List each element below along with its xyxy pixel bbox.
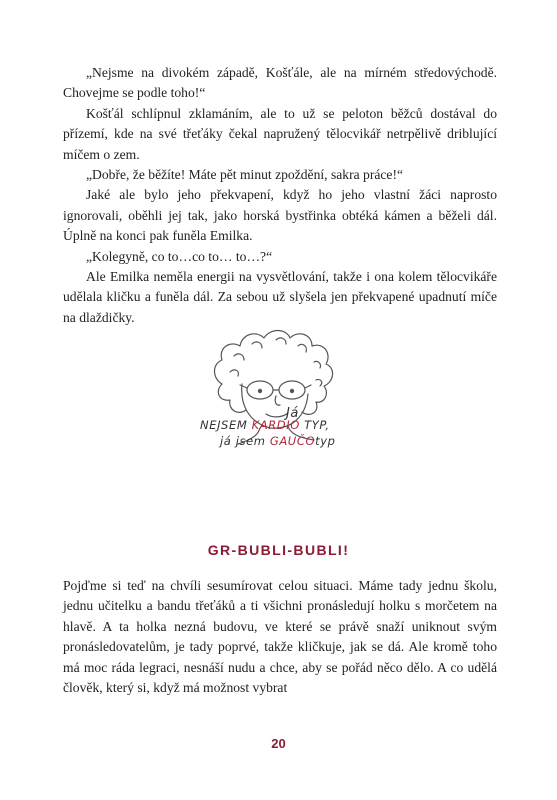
bottom-text-block (63, 576, 497, 698)
handwriting-line-2 (220, 434, 336, 448)
paragraph: „Nejsme na divokém západě, Košťále, ale na mírném středovýchodě. Chovejme se podle toho!“ (63, 65, 497, 101)
teacher-illustration (190, 322, 380, 487)
handwriting-segment: já jsem (220, 434, 270, 448)
paragraph: Ale Emilka neměla energii na vysvětlování, takže i ona kolem tělocvikáře udělala kličku a funěla dál. Za sebou už slyšela jen překvapené upadnutí míče na dlaždičky. (63, 269, 497, 325)
page-number: 20 (271, 736, 286, 751)
paragraph: Košťál schlípnul zklamáním, ale to už se peloton běžců dostával do přízemí, kde na své třeťáky čekal napružený tělocvikář netrpělivě driblující míčem o zem. (63, 105, 497, 162)
paragraph: „Kolegyně, co to…co to… to…?“ (86, 248, 273, 264)
handwriting-segment: TYP, (299, 418, 330, 432)
paragraph: Pojďme si teď na chvíli sesumírovat celou situaci. Máme tady jednu školu, jednu učitelku a bandu třeťáků a ti všichni pronásledují holku s morčetem na hlavě. A ta holka nezná budovu, ve které se právě snaží uniknout svým pronásledovatelům, je tady poprvé, takže kličkuje, jak se dá. Ale kromě toho má moc ráda legraci, nesnáší nudu a chce, aby se pořád něco dělo. A co udělá člověk, který si, když má možnost vybrat (63, 578, 497, 696)
handwriting-segment: NEJSEM (200, 418, 252, 432)
paragraph: Jaké ale bylo jeho překvapení, když ho jeho vlastní žáci naprosto ignorovali, oběhli jej tak, jako horská bystřinka obtéká kámen a běželi dál. Úplně na konci pak funěla Emilka. (63, 187, 497, 244)
section-heading: GR-BUBLI-BUBLI! (207, 542, 350, 558)
paragraph: „Dobře, že běžíte! Máte pět minut zpoždění, sakra práce!“ (86, 167, 404, 183)
teacher-face-drawing (190, 322, 380, 487)
handwriting-segment: typ (315, 434, 336, 448)
top-text-block (63, 63, 497, 328)
handwriting-ja: Já (286, 406, 300, 421)
handwriting-line-1 (200, 418, 330, 432)
handwriting-accent: GAUČO (269, 434, 316, 448)
handwriting-accent: KARDIO (251, 418, 300, 432)
